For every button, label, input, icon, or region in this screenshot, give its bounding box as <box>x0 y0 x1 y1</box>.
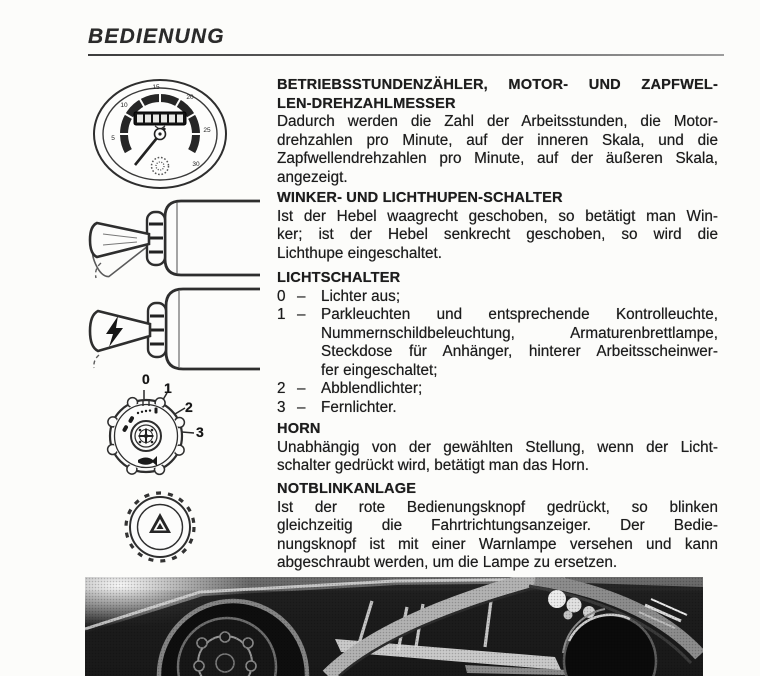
gauge-tick-label: 25 <box>203 127 211 134</box>
body-line: angezeigt. <box>277 168 348 186</box>
gauge-tick-label: 5 <box>111 135 115 142</box>
section-body <box>277 439 718 476</box>
dial-position-label-2: 2 <box>185 399 193 415</box>
body-line: Zapfwellendrehzahlen pro Minute, auf der äußeren Skala, <box>277 150 718 168</box>
item-marker: 3 <box>277 399 286 417</box>
section-notblinkanlage <box>277 480 718 573</box>
page-title: BEDIENUNG <box>88 25 225 48</box>
body-line: nungsknopf ist mit einer Warnlampe versehen und kann <box>277 535 718 553</box>
item-marker: 2 <box>277 380 286 398</box>
light-switch-item-3 <box>277 399 718 418</box>
body-line: gleichzeitig die Fahrtrichtungsanzeiger. Der Bedie- <box>277 517 718 535</box>
section-hours-counter <box>277 76 718 187</box>
body-line: Parkleuchten und entsprechende Kontrolleuchte, <box>321 306 718 324</box>
heading-line: LEN-DREHZAHLMESSER <box>277 95 456 112</box>
item-dash: – <box>297 380 306 398</box>
dial-position-label-0: 0 <box>142 371 150 387</box>
section-body <box>277 208 718 264</box>
halftone-overlay <box>85 577 703 676</box>
body-line: Dadurch werden die Zahl der Arbeitsstunden, die Motor- <box>277 113 718 130</box>
body-line: Fernlichter. <box>321 399 397 417</box>
tachometer-figure <box>85 78 260 193</box>
body-line: schalter gedrückt wird, betätigt man das Horn. <box>277 457 590 475</box>
section-body <box>277 499 718 573</box>
body-line: Ist der Hebel waagrecht geschoben, so betätigt man Win- <box>277 207 718 225</box>
heading-line: BETRIEBSSTUNDENZÄHLER, MOTOR- UND ZAPFWEL- <box>277 77 718 93</box>
item-dash: – <box>297 399 306 417</box>
dial-center-knob <box>131 421 161 451</box>
body-line: Abblendlichter; <box>321 380 423 398</box>
section-horn <box>277 420 718 476</box>
steering-column <box>166 289 260 369</box>
gauge-tick-label: 30 <box>192 161 200 168</box>
steering-column <box>165 201 260 275</box>
body-line: Nummernschildbeleuchtung, Armaturenbrettlampe, <box>321 324 718 342</box>
dashboard-photo <box>85 577 703 676</box>
heading-line: WINKER- UND LICHTHUPEN-SCHALTER <box>277 190 563 206</box>
heading-line: LICHTSCHALTER <box>277 270 401 286</box>
item-marker: 1 <box>277 306 286 324</box>
body-line: fer eingeschaltet; <box>321 361 438 379</box>
light-switch-item-1 <box>277 306 718 380</box>
gauge-tick-label: 15 <box>152 84 160 91</box>
hazard-button-figure <box>110 487 220 567</box>
body-line: Lichthupe eingeschaltet. <box>277 244 442 262</box>
flasher-lever-figure <box>85 283 260 378</box>
light-switch-item-2 <box>277 380 718 399</box>
motion-dash <box>94 355 99 368</box>
header-rule <box>88 54 724 56</box>
gauge-hub-dot <box>158 132 161 135</box>
dial-position-label-1: 1 <box>164 380 172 396</box>
section-body <box>277 113 718 187</box>
turn-signal-lever-figure <box>85 193 260 285</box>
gauge-tick-label: 10 <box>120 102 128 109</box>
item-dash: – <box>297 287 306 305</box>
section-heading <box>277 76 718 113</box>
section-winker <box>277 189 718 263</box>
body-line: abgeschraubt werden, um die Lampe zu ersetzen. <box>277 554 618 572</box>
body-line: Unabhängig von der gewählten Stellung, wenn der Licht- <box>277 438 718 456</box>
body-line: Steckdose für Anhänger, hinterer Arbeitsscheinwer- <box>321 343 718 361</box>
section-lichtschalter <box>277 269 718 418</box>
body-line: Lichter aus; <box>321 287 401 305</box>
item-marker: 0 <box>277 287 286 305</box>
body-line: ker; ist der Hebel senkrecht geschoben, so wird die <box>277 226 718 244</box>
heading-line: HORN <box>277 421 321 437</box>
body-line: Ist der rote Bedienungsknopf gedrückt, so blinken <box>277 498 718 516</box>
heading-line: NOTBLINKANLAGE <box>277 481 417 497</box>
item-dash: – <box>297 306 306 324</box>
light-switch-item-0 <box>277 288 718 307</box>
dial-position-label-3: 3 <box>196 424 204 440</box>
body-line: drehzahlen pro Minute, auf der inneren Skala, und die <box>277 131 718 149</box>
gauge-tick-label: 20 <box>186 94 194 101</box>
